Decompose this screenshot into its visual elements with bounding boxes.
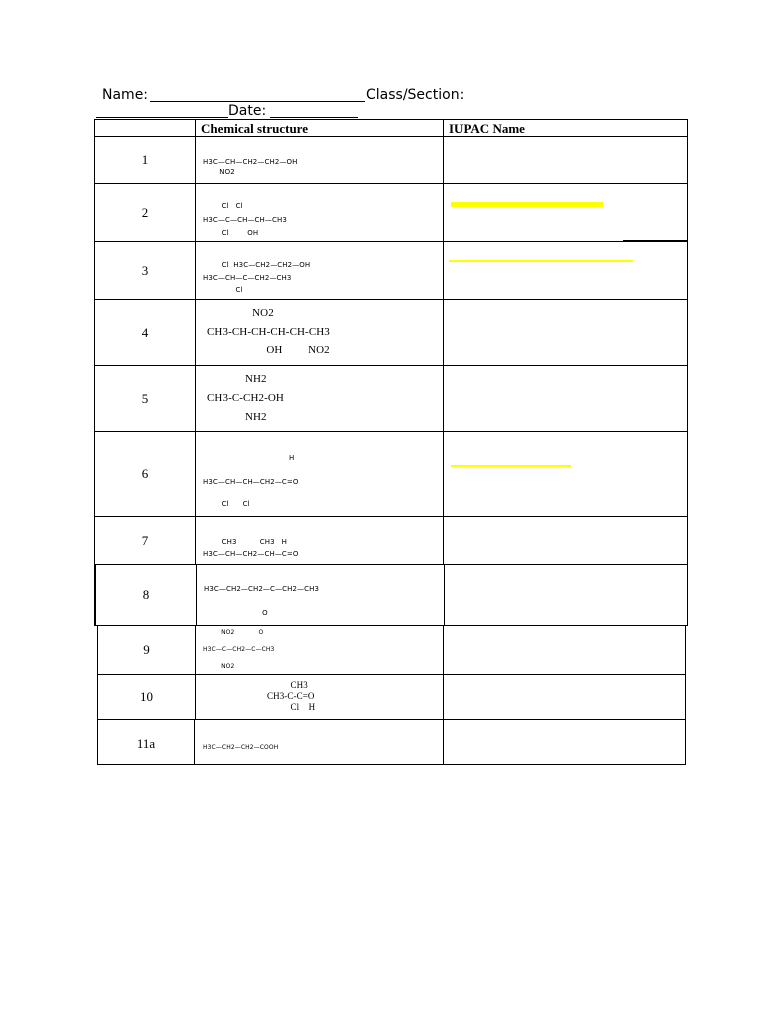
structure-line: CH3 CH3 H <box>203 538 288 546</box>
row-number: 6 <box>95 432 196 516</box>
structure-line: Cl H <box>267 702 316 712</box>
row-number: 7 <box>95 517 196 564</box>
row-number: 8 <box>96 565 197 625</box>
structure-line: Cl Cl <box>203 500 250 508</box>
structure-line: NO2 O <box>203 629 264 636</box>
iupac-answer-cell[interactable] <box>443 242 687 299</box>
iupac-answer-cell[interactable] <box>443 184 687 241</box>
highlight-mark <box>451 465 571 467</box>
iupac-answer-cell[interactable] <box>443 517 687 564</box>
highlight-mark <box>449 260 633 262</box>
iupac-answer-cell[interactable] <box>443 432 687 516</box>
row-number: 9 <box>98 626 196 674</box>
table-row <box>94 431 688 517</box>
row-number: 10 <box>98 675 196 719</box>
iupac-answer-cell[interactable] <box>444 565 687 625</box>
highlight-mark <box>451 202 603 207</box>
structure-line: H3C—CH—CH2—CH2—OH <box>203 158 298 166</box>
structure-line: O <box>204 609 268 617</box>
structure-line: Cl OH <box>203 229 259 237</box>
table-row <box>94 241 688 300</box>
structure-line: H3C—CH2—CH2—C—CH2—CH3 <box>204 585 320 593</box>
structure-line: H3C—CH2—CH2—COOH <box>203 744 279 751</box>
date-label: Date: <box>228 103 267 119</box>
structure-line: NH2 <box>225 411 267 423</box>
iupac-answer-cell[interactable] <box>443 300 687 365</box>
iupac-answer-cell[interactable] <box>443 675 685 719</box>
iupac-answer-cell[interactable] <box>443 137 687 183</box>
structure-line: H3C—C—CH—CH—CH3 <box>203 216 287 224</box>
date-prefix-line <box>96 117 228 118</box>
structure-line: Cl <box>203 286 243 294</box>
structure-line: CH3 <box>267 680 308 690</box>
table-row <box>94 136 688 184</box>
iupac-name-header: IUPAC Name <box>449 121 525 136</box>
iupac-answer-cell[interactable] <box>443 720 685 764</box>
row-number: 11a <box>98 720 195 764</box>
structure-line: Cl Cl <box>203 202 243 210</box>
row-number: 4 <box>95 300 196 365</box>
structure-line: NO2 <box>203 168 235 176</box>
date-field[interactable] <box>270 117 358 118</box>
table-row <box>94 365 688 432</box>
structure-line: H3C—CH—C—CH2—CH3 <box>203 274 292 282</box>
table-header-row <box>94 119 688 137</box>
number-column-header <box>95 120 196 136</box>
structure-line: H <box>203 454 295 462</box>
table-row <box>94 564 688 626</box>
row-number: 1 <box>95 137 196 183</box>
iupac-answer-cell[interactable] <box>443 366 687 431</box>
row-number: 5 <box>95 366 196 431</box>
structure-line: NH2 <box>225 373 267 385</box>
row-number: 3 <box>95 242 196 299</box>
table-row <box>97 674 686 720</box>
class-section-label: Class/Section: <box>366 87 465 103</box>
structure-line: CH3-C-CH2-OH <box>207 392 284 404</box>
structure-line: NO2 <box>235 307 274 319</box>
structure-line: H3C—CH—CH2—CH—C=O <box>203 550 299 558</box>
table-row <box>94 516 688 565</box>
name-field[interactable] <box>150 101 365 102</box>
structure-line: H3C—CH—CH—CH2—C=O <box>203 478 299 486</box>
iupac-answer-cell[interactable] <box>443 626 685 674</box>
table-row <box>97 625 686 675</box>
structure-line: CH3-CH-CH-CH-CH-CH3 <box>207 326 330 338</box>
table-row <box>94 183 688 242</box>
table-row <box>97 719 686 765</box>
structure-line: H3C—C—CH2—C—CH3 <box>203 646 275 653</box>
chemical-structure-header: Chemical structure <box>201 121 308 136</box>
name-label: Name: <box>102 87 149 103</box>
structure-line: Cl H3C—CH2—CH2—OH <box>203 261 311 269</box>
row-number: 2 <box>95 184 196 241</box>
structure-line: NO2 <box>203 663 235 670</box>
structure-line: OH NO2 <box>235 344 330 356</box>
structure-line: CH3-C-C=O <box>267 691 315 701</box>
table-row <box>94 299 688 366</box>
